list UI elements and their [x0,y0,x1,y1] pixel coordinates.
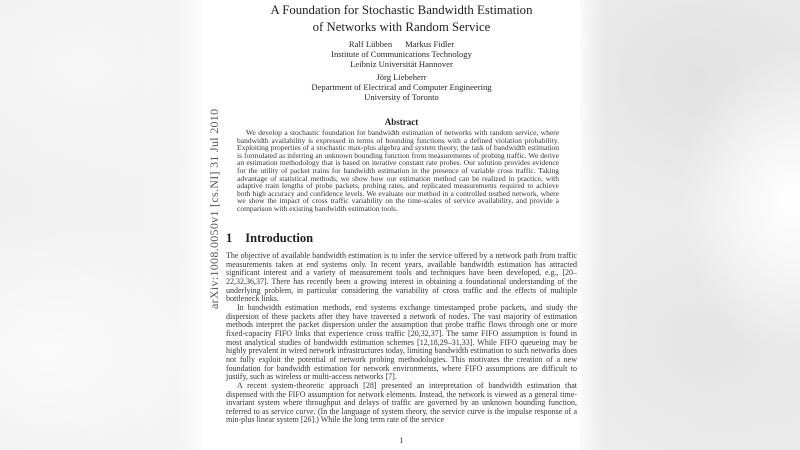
service-curve-term: service curve [270,406,314,416]
abstract-heading: Abstract [384,117,419,127]
paper-page [202,0,580,450]
page-number: 1 [399,436,404,445]
paper-title-line1: A Foundation for Stochastic Bandwidth Estimation [270,3,533,17]
introduction-body [226,252,577,425]
author-group-1 [226,39,577,69]
abstract-text: We develop a stochastic foundation for bandwidth estimation of networks with random service, where bandwidth availability is expressed in terms of bounding functions with a defined violation probability. Exploiting properties of a stochastic max-plus algebra and system theory, the task of bandwidth estimation is formulated as inferring an unknown bounding function from measurements of probing traffic. We derive an estimation methodology that is based on iterative constant rate probes. Our solution provides evidence for the utility of packet trains for bandwidth estimation in the presence of variable cross traffic. Taking advantage of statistical methods, we show how our estimation method can be realized in practice, with adaptive train lengths of probe packets, probing rates, and replicated measurements required to achieve both high accuracy and confidence levels. We evaluate our method in a controlled testbed network, where we show the impact of cross traffic variability on the time-scales of service availability, and provide a comparison with existing bandwidth estimation tools. [237,128,559,213]
introduction-paragraph-3-post: . (In the language of system theory, the service curve is the impulse response of a min-plus linear system [26].) While the long term rate of the service [226,406,577,425]
author-group-1-names [226,39,577,49]
paper-page-content [202,0,580,450]
author-group-1-affiliation-line2: Leibniz Universität Hannover [350,59,453,69]
section-1-number: 1 [226,231,233,245]
arxiv-watermark: arXiv:1008.0050v1 [cs.NI] 31 Jul 2010 [207,108,221,310]
section-1-heading [226,231,313,246]
introduction-paragraph-1: The objective of available bandwidth estimation is to infer the service offered by a network path from traffic measurements taken at end systems only. In recent years, available bandwidth estimation has attracted significant interest and a variety of measurement tools and techniques have been developed, e.g., [20–22,32,36,37]. There has recently been a growing interest in obtaining a foundational understanding of the underlying problem, in particular considering the variability of cross traffic and the effects of multiple bottleneck links. [226,251,577,304]
section-1-title: Introduction [245,231,314,245]
author-name-jorg-liebeherr: Jörg Liebeherr [376,72,427,82]
author-group-1-affiliation-line1: Institute of Communications Technology [331,49,472,59]
author-group-2 [226,72,577,102]
introduction-paragraph-3 [226,382,577,425]
author-group-2-affiliation-line2: University of Toronto [364,92,439,102]
introduction-paragraph-2: In bandwidth estimation methods, end systems exchange timestamped probe packets, and study the dispersion of these packets after they have traversed a network of nodes. The vast majority of estimation methods interpret the packet dispersion under the assumption that probe traffic flows through one or more fixed-capacity FIFO links that experience cross traffic [20,32,37]. The same FIFO assumption is found in most analytical studies of bandwidth estimation schemes [12,18,29–31,33]. While FIFO queueing may be highly prevalent in wired network infrastructures today, limiting bandwidth estimation to such networks does not fully exploit the potential of network probing methodologies. This motivates the creation of a new foundation for bandwidth estimation for network environments, where FIFO assumptions are difficult to justify, such as wireless or multi-access networks [7]. [226,302,577,382]
author-group-2-affiliation-line1: Department of Electrical and Computer Engineering [311,82,492,92]
author-name-markus-fidler: Markus Fidler [405,39,455,49]
introduction-paragraph-3-pre: A recent system-theoretic approach [28] presented an interpretation of bandwidth estimation that dispensed with the FIFO assumption for network elements. Instead, the network is viewed as a general time-invariant system where throughput and delays of traffic are governed by an unknown bounding function, referred to as [226,380,577,416]
author-name-ralf-lubben: Ralf Lübben [348,39,393,49]
paper-title-line2: of Networks with Random Service [312,19,491,34]
paper-title [226,2,577,35]
